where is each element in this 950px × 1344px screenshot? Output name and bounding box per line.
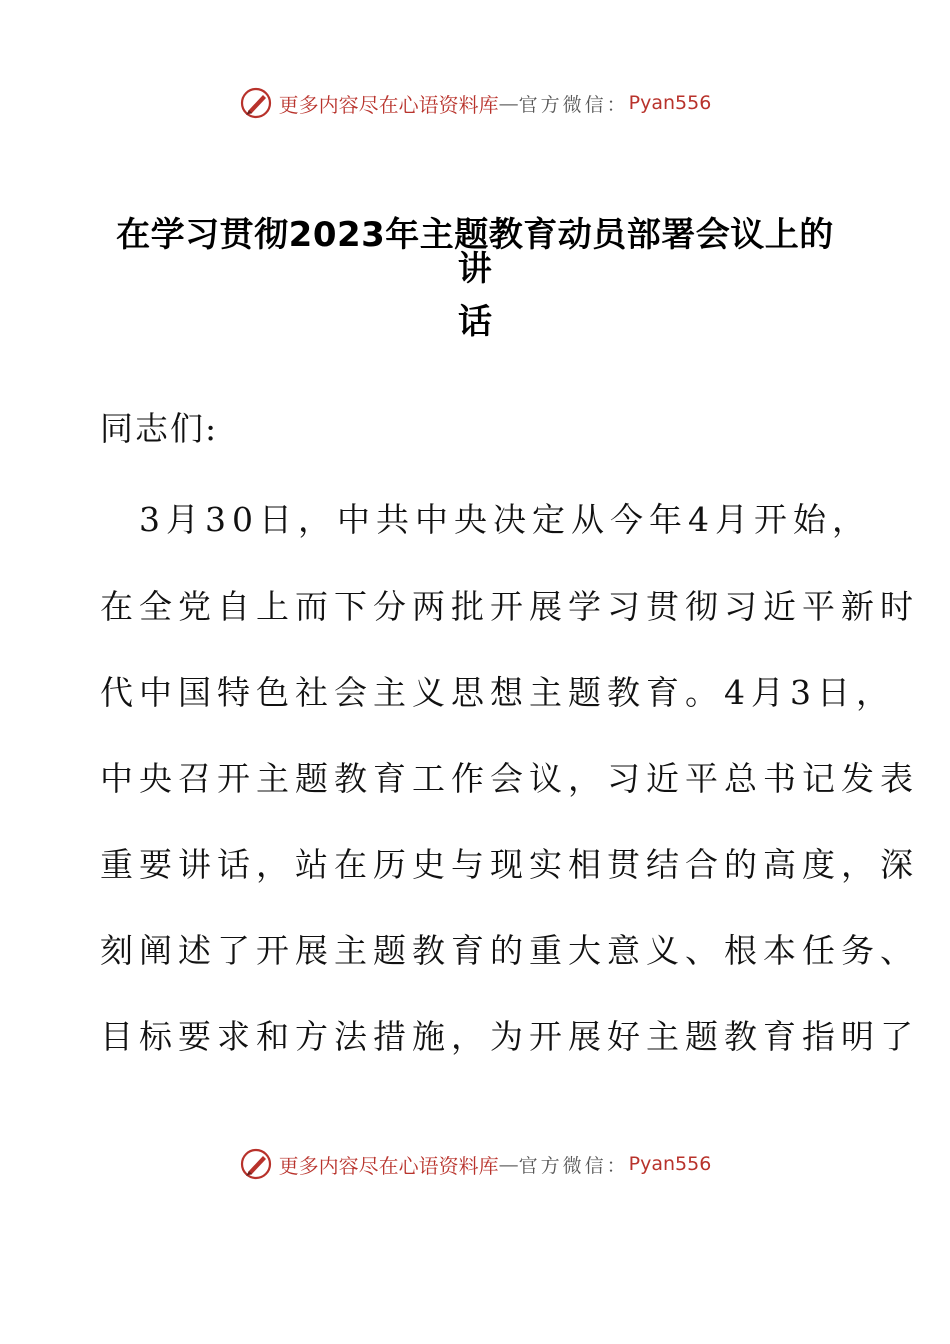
watermark-sub-text: 官方微信： bbox=[518, 93, 629, 116]
paragraph-line: 目标要求和方法措施，为开展好主题教育指明了 bbox=[100, 1017, 919, 1056]
pen-logo-icon bbox=[239, 86, 273, 120]
paragraph-line: 中央召开主题教育工作会议，习近平总书记发表 bbox=[100, 759, 919, 798]
salutation: 同志们: bbox=[100, 409, 219, 448]
pen-logo-icon bbox=[239, 1147, 273, 1181]
watermark-wechat-id: Pyan556 bbox=[628, 1153, 712, 1175]
header-watermark bbox=[0, 86, 950, 120]
watermark-dash: — bbox=[498, 1152, 519, 1176]
watermark-wechat-id: Pyan556 bbox=[628, 92, 712, 114]
watermark-dash: — bbox=[498, 91, 519, 115]
paragraph-line: 代中国特色社会主义思想主题教育。4月3日， bbox=[100, 673, 895, 712]
paragraph-line: 在全党自上而下分两批开展学习贯彻习近平新时 bbox=[100, 587, 919, 626]
paragraph-line: 刻阐述了开展主题教育的重大意义、根本任务、 bbox=[100, 931, 919, 970]
watermark-main-text: 更多内容尽在心语资料库 bbox=[278, 1153, 499, 1178]
document-title-line-1: 在学习贯彻2023年主题教育动员部署会议上的讲 bbox=[116, 215, 834, 289]
watermark-sub-text: 官方微信： bbox=[518, 1154, 629, 1177]
paragraph-line: 重要讲话，站在历史与现实相贯结合的高度，深 bbox=[100, 845, 919, 884]
document-title-line-2: 话 bbox=[458, 302, 492, 342]
watermark-main-text: 更多内容尽在心语资料库 bbox=[278, 92, 499, 117]
footer-watermark bbox=[0, 1147, 950, 1181]
paragraph-line: 3月30日，中共中央决定从今年4月开始， bbox=[100, 500, 871, 539]
